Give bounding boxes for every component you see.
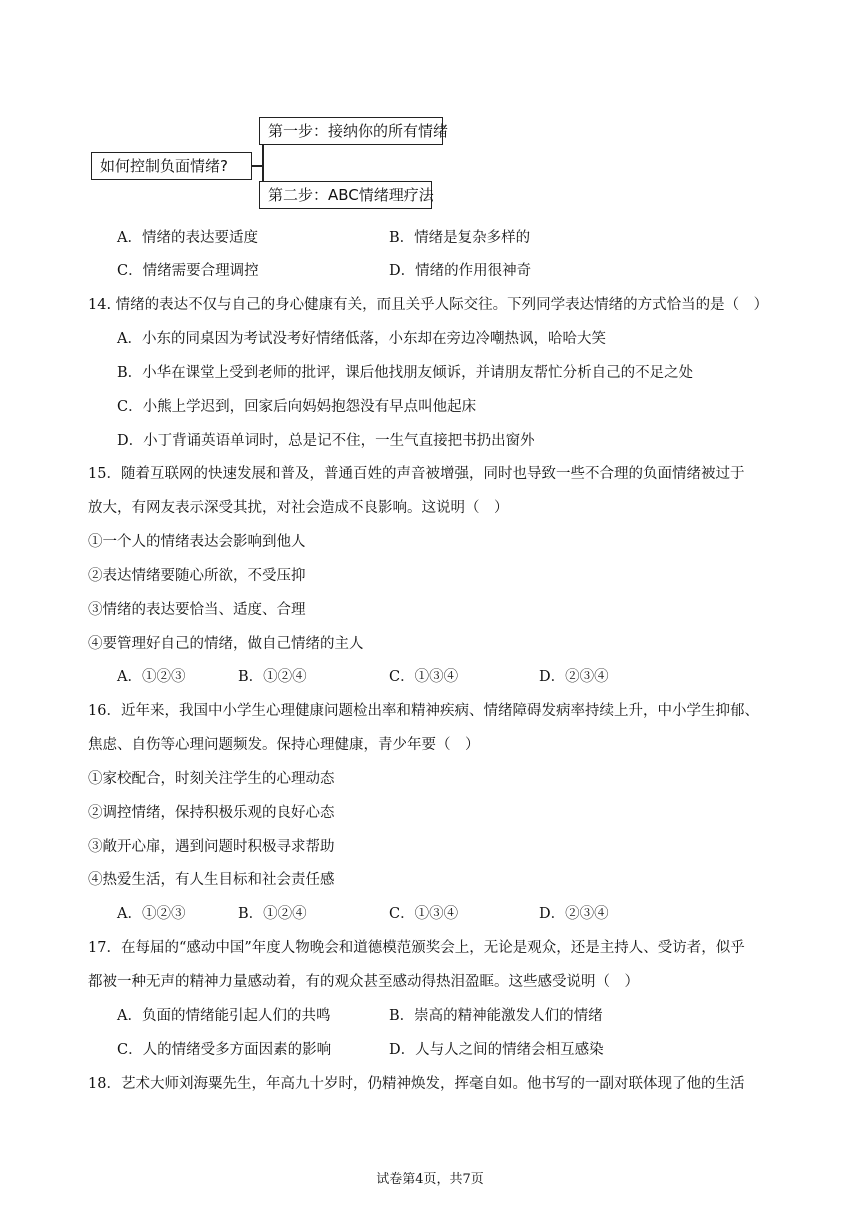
q16-option-b: B．①②④ — [238, 906, 307, 922]
q15-option-d: D．②③④ — [539, 669, 609, 685]
q17-option-a: A．负面的情绪能引起人们的共鸣 — [117, 1008, 331, 1024]
q17-option-b: B．崇高的精神能激发人们的情绪 — [389, 1008, 603, 1024]
q16-option-a: A．①②③ — [117, 906, 186, 922]
q15-statement-3: ③情绪的表达要恰当、适度、合理 — [88, 602, 306, 618]
page-footer: 试卷第4页，共7页 — [376, 1172, 484, 1187]
q17-stem-line1: 17．在每届的“感动中国”年度人物晚会和道德模范颁奖会上，无论是观众，还是主持人、受访者，似乎 — [88, 940, 745, 956]
q15-statement-4: ④要管理好自己的情绪，做自己情绪的主人 — [88, 636, 364, 652]
q13-option-d: D．情绪的作用很神奇 — [389, 263, 532, 279]
q14-option-a: A．小东的同桌因为考试没考好情绪低落，小东却在旁边冷嘲热讽，哈哈大笑 — [117, 331, 606, 347]
q17-option-d: D．人与人之间的情绪会相互感染 — [389, 1042, 604, 1058]
q17-stem-line2: 都被一种无声的精神力量感动着，有的观众甚至感动得热泪盈眶。这些感受说明（ ） — [88, 974, 639, 990]
q14-option-c: C．小熊上学迟到，回家后向妈妈抱怨没有早点叫他起床 — [117, 399, 477, 415]
q16-stem-line1: 16．近年来，我国中小学生心理健康问题检出率和精神疾病、情绪障碍发病率持续上升，中小学生抑郁、 — [88, 703, 759, 719]
q15-option-c: C．①③④ — [389, 669, 459, 685]
q14-option-d: D．小丁背诵英语单词时，总是记不住，一生气直接把书扔出窗外 — [117, 433, 535, 449]
q16-statement-2: ②调控情绪，保持积极乐观的良好心态 — [88, 805, 335, 821]
q17-option-c: C．人的情绪受多方面因素的影响 — [117, 1042, 332, 1058]
q15-stem-line2: 放大，有网友表示深受其扰，对社会造成不良影响。这说明（ ） — [88, 500, 509, 516]
q16-statement-3: ③敞开心扉，遇到问题时积极寻求帮助 — [88, 839, 335, 855]
q16-option-d: D．②③④ — [539, 906, 609, 922]
q14-option-b: B．小华在课堂上受到老师的批评，课后他找朋友倾诉，并请朋友帮忙分析自己的不足之处 — [117, 365, 694, 381]
diagram-root-box: 如何控制负面情绪? — [91, 152, 252, 180]
diagram-connector-h — [252, 165, 262, 167]
diagram-step2-box: 第二步：ABC情绪理疗法 — [259, 181, 432, 209]
q15-statement-2: ②表达情绪要随心所欲，不受压抑 — [88, 568, 306, 584]
q15-statement-1: ①一个人的情绪表达会影响到他人 — [88, 534, 306, 550]
q16-stem-line2: 焦虑、自伤等心理问题频发。保持心理健康，青少年要（ ） — [88, 737, 480, 753]
q15-stem-line1: 15．随着互联网的快速发展和普及，普通百姓的声音被增强，同时也导致一些不合理的负面情绪被过于 — [88, 466, 745, 482]
q18-stem-line1: 18．艺术大师刘海粟先生，年高九十岁时，仍精神焕发，挥毫自如。他书写的一副对联体现了他的生活 — [88, 1076, 745, 1092]
q16-statement-4: ④热爱生活，有人生目标和社会责任感 — [88, 872, 335, 888]
q14-stem: 14. 情绪的表达不仅与自己的身心健康有关，而且关乎人际交往。下列同学表达情绪的方式恰当的是（ ） — [88, 297, 769, 313]
q13-option-a: A．情绪的表达要适度 — [117, 230, 258, 246]
q15-option-b: B．①②④ — [238, 669, 307, 685]
q16-statement-1: ①家校配合，时刻关注学生的心理动态 — [88, 771, 335, 787]
diagram-step1-box: 第一步：接纳你的所有情绪 — [259, 117, 443, 145]
q15-option-a: A．①②③ — [117, 669, 186, 685]
q13-option-c: C．情绪需要合理调控 — [117, 263, 259, 279]
q13-option-b: B．情绪是复杂多样的 — [389, 230, 531, 246]
q16-option-c: C．①③④ — [389, 906, 459, 922]
